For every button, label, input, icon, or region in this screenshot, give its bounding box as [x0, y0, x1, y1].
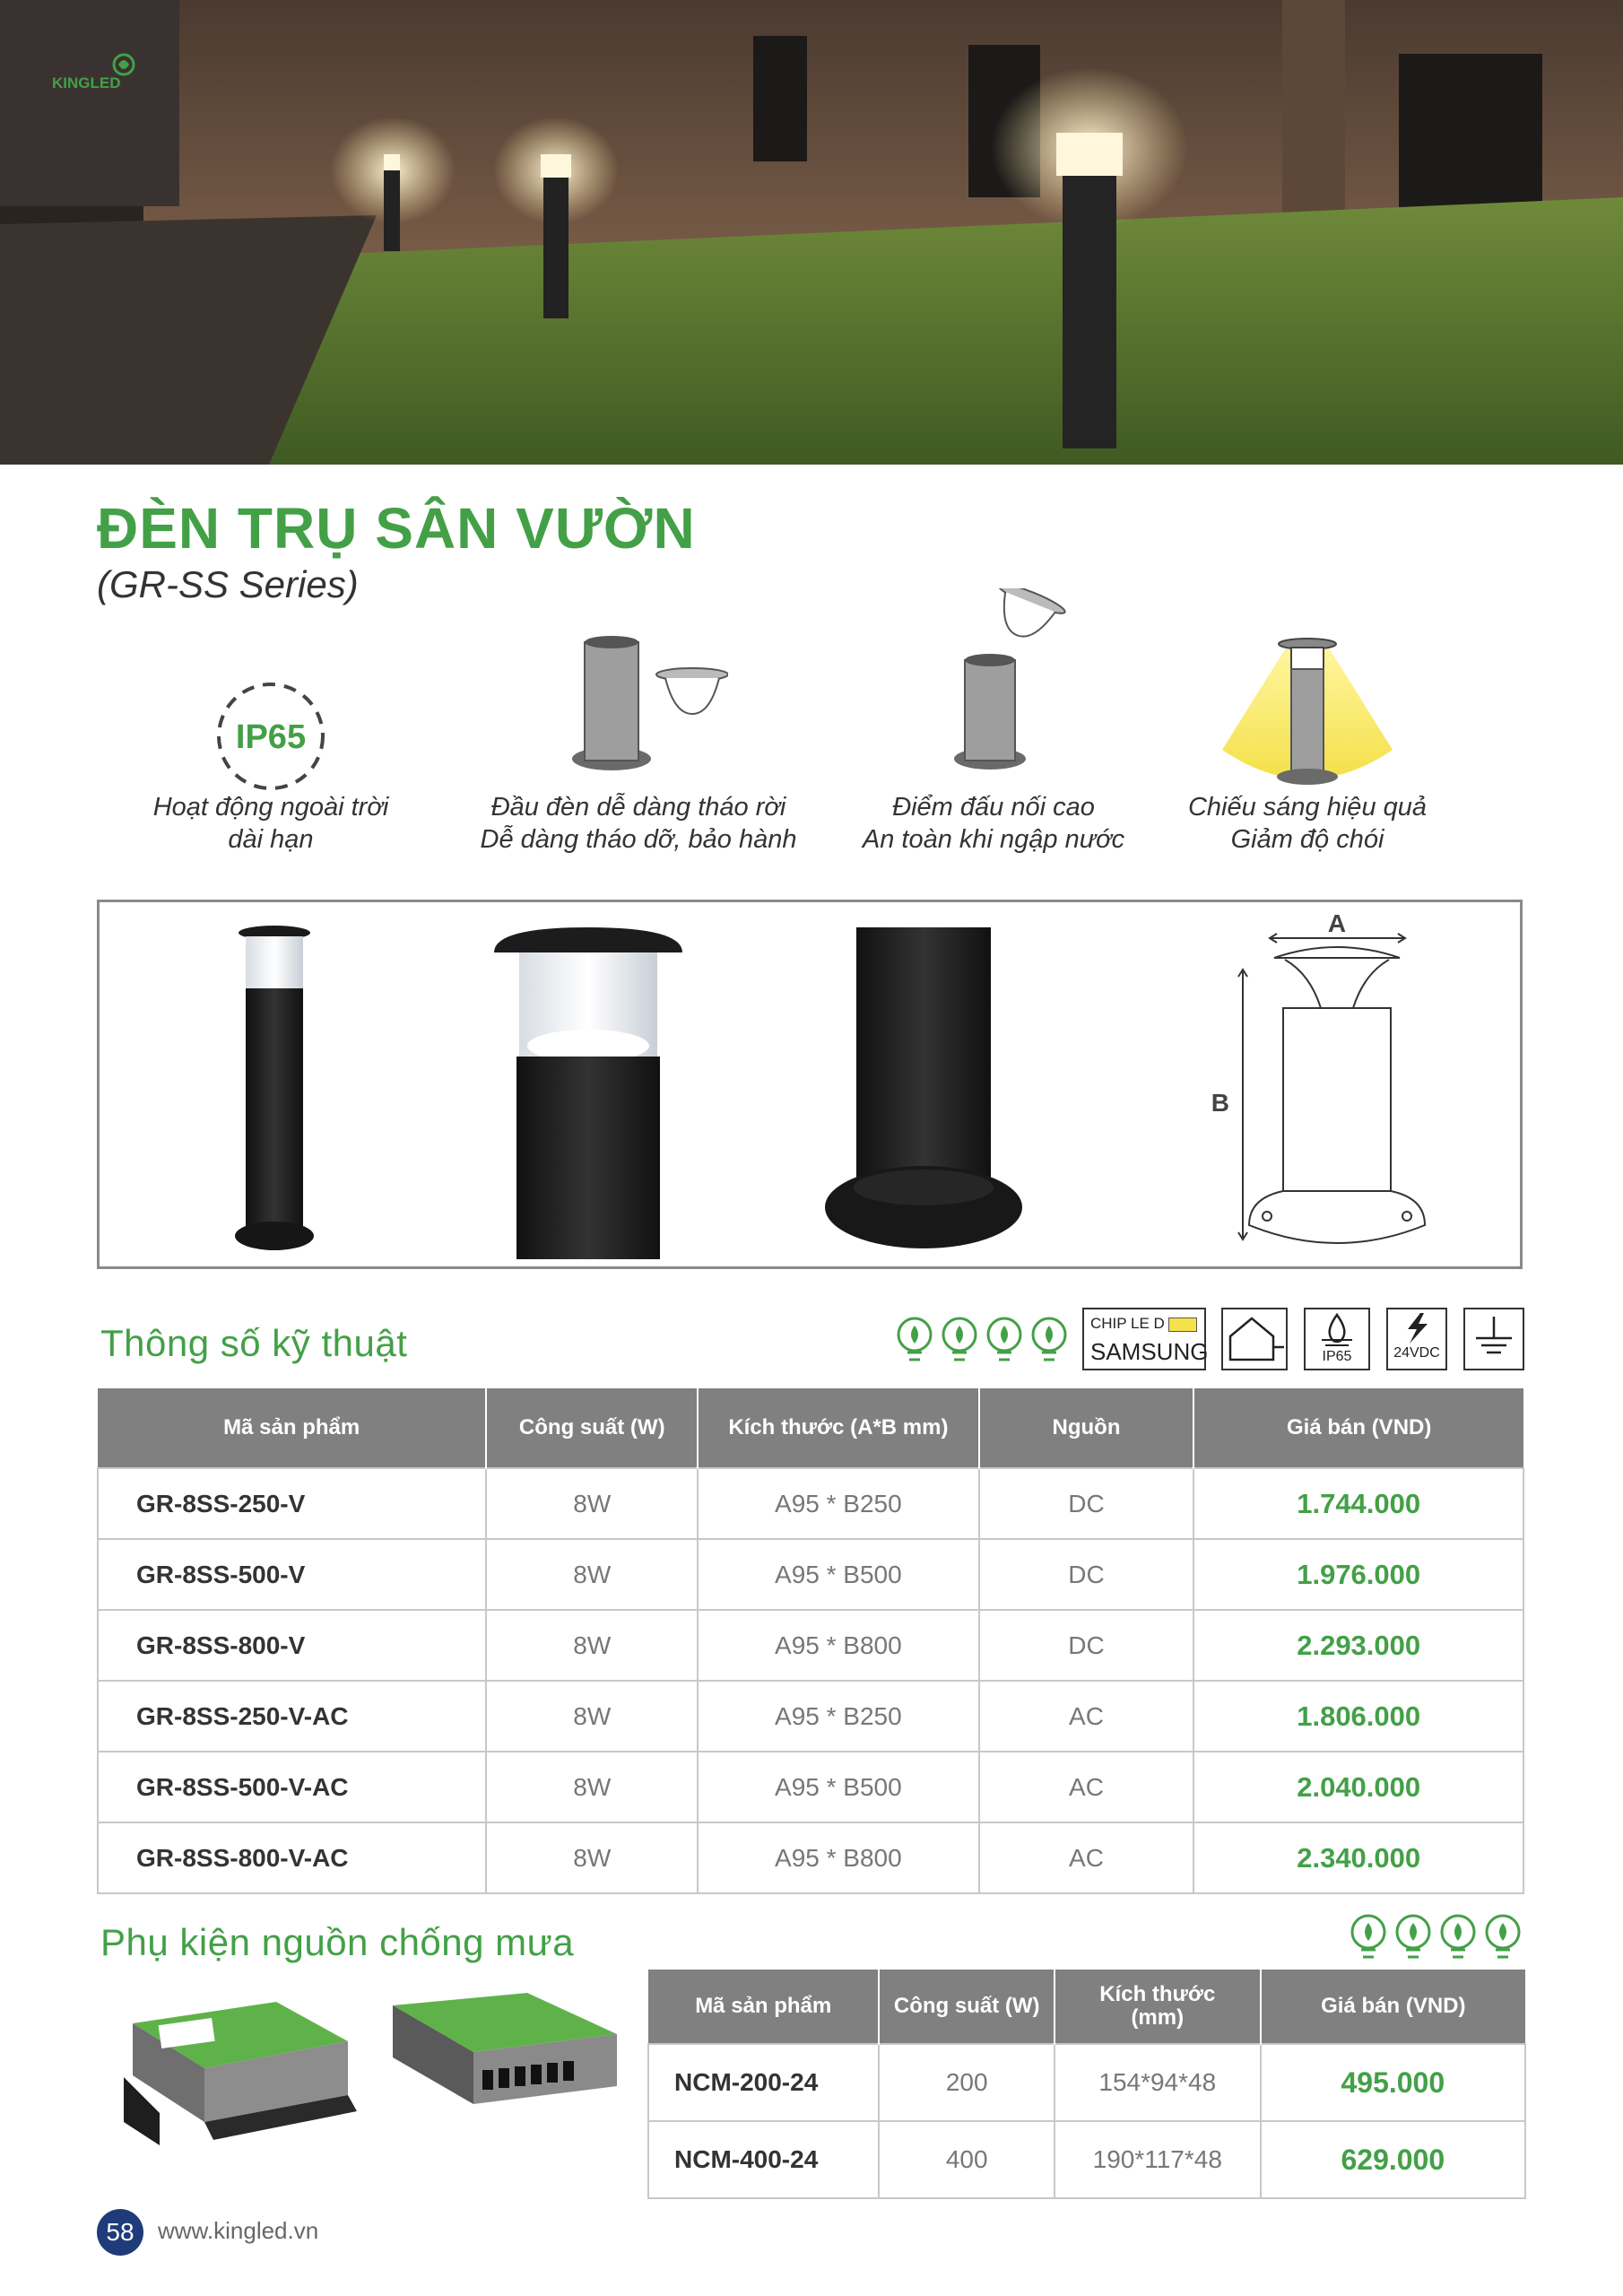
cell-size: A95 * B500 [698, 1539, 979, 1610]
table-row [98, 1539, 1523, 1610]
table-row [648, 2121, 1525, 2198]
table-row [98, 1822, 1523, 1893]
table-row [98, 1681, 1523, 1752]
cell-price: 495.000 [1261, 2044, 1525, 2121]
cell-size: A95 * B500 [698, 1752, 979, 1822]
cell-size: 190*117*48 [1055, 2121, 1261, 2198]
cell-product-code: GR-8SS-250-V [98, 1468, 486, 1539]
dimension-a-label: A [1327, 909, 1347, 937]
ip65-cert-label: IP65 [1322, 1349, 1352, 1364]
feature-efficient-lighting [1137, 619, 1478, 870]
lightning-icon [1388, 1309, 1445, 1345]
water-drop-icon [1306, 1309, 1368, 1349]
logo-text: KINGLED [52, 74, 121, 91]
cell-price: 1.806.000 [1193, 1681, 1523, 1752]
product-views-frame [97, 900, 1523, 1269]
cell-product-code: GR-8SS-250-V-AC [98, 1681, 486, 1752]
feature-caption-line1: Chiếu sáng hiệu quả [1187, 793, 1428, 822]
feature-caption-line1: Hoạt động ngoài trời [152, 793, 389, 822]
power-supply-photo [106, 1970, 626, 2158]
header-power: Công suất (W) [879, 1970, 1055, 2044]
dimension-b-label: B [1211, 1089, 1229, 1117]
bulb-icons [893, 1315, 1072, 1369]
bollard-head-view [494, 927, 682, 1259]
cell-power: 8W [486, 1610, 698, 1681]
cell-power: 200 [879, 2044, 1055, 2121]
header-price: Giá bán (VND) [1193, 1388, 1523, 1468]
spec-section-title: Thông số kỹ thuật [100, 1322, 408, 1364]
cell-price: 2.040.000 [1193, 1752, 1523, 1822]
samsung-chip-badge [1082, 1308, 1209, 1370]
ip65-badge-icon [100, 619, 441, 795]
feature-caption-line2: dài hạn [228, 825, 314, 854]
ground-icon [1465, 1309, 1523, 1369]
chip-badge-line1: CHIP LE D [1090, 1315, 1165, 1332]
cell-size: A95 * B800 [698, 1610, 979, 1681]
bollard-base-view [825, 927, 1022, 1248]
indoor-outdoor-badge [1221, 1308, 1288, 1370]
header-size: Kích thước (A*B mm) [698, 1388, 979, 1468]
header-price: Giá bán (VND) [1261, 1970, 1525, 2044]
cell-source: AC [979, 1681, 1194, 1752]
feature-caption-line2: An toàn khi ngập nước [862, 825, 1125, 854]
cell-source: AC [979, 1822, 1194, 1893]
header-source: Nguồn [979, 1388, 1194, 1468]
page-number: 58 [97, 2209, 143, 2256]
cell-size: A95 * B800 [698, 1822, 979, 1893]
feature-caption-line1: Đầu đèn dễ dàng tháo rời [490, 793, 786, 822]
cell-price: 2.293.000 [1193, 1610, 1523, 1681]
header-product-code: Mã sản phẩm [98, 1388, 486, 1468]
feature-outdoor [100, 619, 441, 870]
ip65-badge-text: IP65 [235, 718, 307, 756]
eco-bulb-badges [893, 1315, 1072, 1373]
cell-product-code: GR-8SS-500-V-AC [98, 1752, 486, 1822]
header-power: Công suất (W) [486, 1388, 698, 1468]
header-product-code: Mã sản phẩm [648, 1970, 879, 2044]
table-row [98, 1752, 1523, 1822]
cell-price: 1.976.000 [1193, 1539, 1523, 1610]
power-supply-images [106, 1970, 626, 2162]
ip65-cert-badge [1304, 1308, 1370, 1370]
hero-photo [0, 0, 1623, 465]
cell-price: 629.000 [1261, 2121, 1525, 2198]
cell-product-code: GR-8SS-800-V-AC [98, 1822, 486, 1893]
cell-power: 8W [486, 1681, 698, 1752]
bollard-full-view [235, 926, 314, 1250]
cell-price: 2.340.000 [1193, 1822, 1523, 1893]
table-row [648, 2044, 1525, 2121]
brand-logo [52, 52, 151, 99]
cell-product-code: GR-8SS-800-V [98, 1610, 486, 1681]
product-title: ĐÈN TRỤ SÂN VƯỜN [97, 496, 696, 561]
cell-source: DC [979, 1539, 1194, 1610]
cell-power: 8W [486, 1752, 698, 1822]
table-header-row [98, 1388, 1523, 1468]
raised-connection-icon [823, 619, 1164, 795]
feature-caption-line1: Điểm đấu nối cao [892, 793, 1095, 822]
voltage-label: 24VDC [1393, 1345, 1440, 1361]
house-icon [1223, 1309, 1286, 1369]
feature-raised-connection [823, 619, 1164, 870]
accessory-bulb-badges [1347, 1912, 1526, 1970]
feature-caption-line2: Dễ dàng tháo dỡ, bảo hành [480, 825, 797, 854]
garden-night-scene-image [0, 0, 1623, 465]
voltage-badge [1386, 1308, 1447, 1370]
cell-product-code: NCM-200-24 [648, 2044, 879, 2121]
chip-color-swatch [1168, 1318, 1197, 1332]
detachable-head-icon [468, 619, 809, 795]
cell-power: 8W [486, 1539, 698, 1610]
product-series: (GR-SS Series) [97, 563, 359, 605]
light-cone-icon [1137, 619, 1478, 795]
accessory-section-title: Phụ kiện nguồn chống mưa [100, 1921, 575, 1963]
cell-product-code: GR-8SS-500-V [98, 1539, 486, 1610]
accessory-table [647, 1970, 1526, 2199]
table-row [98, 1468, 1523, 1539]
bulb-icons [1347, 1912, 1526, 1966]
header-size: Kích thước (mm) [1055, 1970, 1261, 2044]
product-views-image [100, 902, 1520, 1266]
cell-power: 8W [486, 1468, 698, 1539]
cell-source: DC [979, 1468, 1194, 1539]
table-row [98, 1610, 1523, 1681]
ground-badge [1463, 1308, 1524, 1370]
kingled-logo-icon [52, 52, 151, 99]
table-header-row [648, 1970, 1525, 2044]
cell-power: 400 [879, 2121, 1055, 2198]
feature-detachable-head [468, 619, 809, 870]
chip-badge-line2: SAMSUNG [1090, 1338, 1209, 1365]
footer-url-link[interactable]: www.kingled.vn [158, 2217, 319, 2244]
cell-size: 154*94*48 [1055, 2044, 1261, 2121]
cell-product-code: NCM-400-24 [648, 2121, 879, 2198]
cell-price: 1.744.000 [1193, 1468, 1523, 1539]
cell-power: 8W [486, 1822, 698, 1893]
cell-source: DC [979, 1610, 1194, 1681]
dimension-drawing [1238, 934, 1425, 1243]
cell-source: AC [979, 1752, 1194, 1822]
feature-caption-line2: Giảm độ chói [1230, 825, 1384, 854]
cell-size: A95 * B250 [698, 1468, 979, 1539]
cell-size: A95 * B250 [698, 1681, 979, 1752]
spec-table [97, 1388, 1524, 1894]
